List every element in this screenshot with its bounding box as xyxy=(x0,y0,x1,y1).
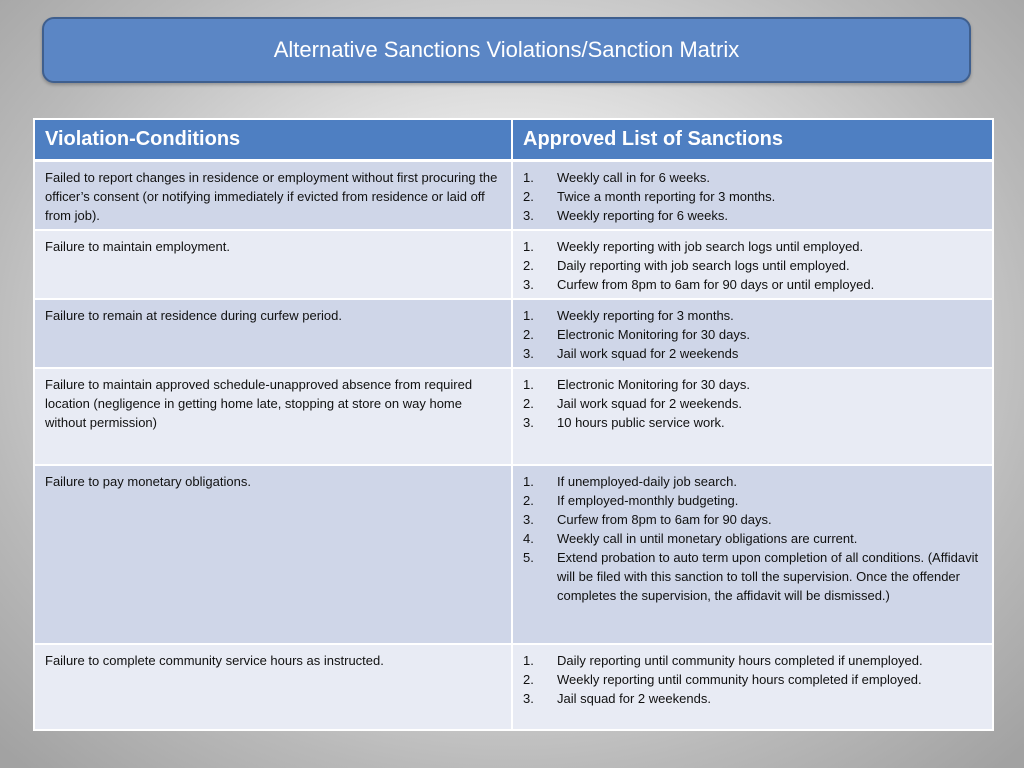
list-item: 3. Curfew from 8pm to 6am for 90 days. xyxy=(523,511,772,527)
list-item: 2. Daily reporting with job search logs until employed. xyxy=(523,257,850,273)
sanctions-list xyxy=(523,472,982,605)
sanctions-cell xyxy=(512,368,993,465)
list-item: 1. Daily reporting until community hours completed if unemployed. xyxy=(523,652,923,668)
violation-cell: Failure to maintain employment. xyxy=(34,230,512,299)
sanctions-cell xyxy=(512,465,993,644)
list-item: 2. Electronic Monitoring for 30 days. xyxy=(523,326,750,342)
sanctions-list xyxy=(523,375,982,432)
page-title: Alternative Sanctions Violations/Sanction Matrix xyxy=(273,37,740,62)
violation-cell: Failed to report changes in residence or employment without first procuring the officer’s consent (or notifying immediately if evicted from residence or laid off from job). xyxy=(34,160,512,230)
title-banner xyxy=(42,17,971,83)
list-item: 3. Weekly reporting for 6 weeks. xyxy=(523,207,728,223)
violation-cell: Failure to pay monetary obligations. xyxy=(34,465,512,644)
sanctions-list xyxy=(523,651,982,708)
sanctions-cell xyxy=(512,160,993,230)
table-row xyxy=(34,644,993,730)
sanctions-cell xyxy=(512,230,993,299)
table-header-row xyxy=(34,119,993,160)
list-item: 1. Weekly reporting for 3 months. xyxy=(523,307,734,323)
list-item: 3. Curfew from 8pm to 6am for 90 days or until employed. xyxy=(523,276,875,292)
table-row xyxy=(34,230,993,299)
list-item: 1. Weekly call in for 6 weeks. xyxy=(523,169,710,185)
list-item: 2. If employed-monthly budgeting. xyxy=(523,492,739,508)
list-item: 4. Weekly call in until monetary obligations are current. xyxy=(523,530,858,546)
violation-cell: Failure to remain at residence during curfew period. xyxy=(34,299,512,368)
violation-cell: Failure to complete community service hours as instructed. xyxy=(34,644,512,730)
list-item: 1. If unemployed-daily job search. xyxy=(523,473,737,489)
table-row xyxy=(34,465,993,644)
sanction-matrix-table xyxy=(33,118,994,731)
column-header-violation: Violation-Conditions xyxy=(34,119,512,160)
sanctions-list xyxy=(523,237,982,294)
table-row xyxy=(34,299,993,368)
list-item: 3. 10 hours public service work. xyxy=(523,414,725,430)
list-item: 1. Weekly reporting with job search logs until employed. xyxy=(523,238,864,254)
list-item: 3. Jail work squad for 2 weekends xyxy=(523,345,739,361)
sanctions-cell xyxy=(512,299,993,368)
violation-cell: Failure to maintain approved schedule-unapproved absence from required location (negligence in getting home late, stopping at store on way home without permission) xyxy=(34,368,512,465)
sanctions-list xyxy=(523,168,982,225)
list-item: 1. Electronic Monitoring for 30 days. xyxy=(523,376,750,392)
table-row xyxy=(34,368,993,465)
column-header-sanctions: Approved List of Sanctions xyxy=(512,119,993,160)
list-item: 5. Extend probation to auto term upon completion of all conditions. (Affidavit will be filed with this sanction to toll the supervision. Once the offender completes the supervision, the affidavit will be dismissed.) xyxy=(523,549,979,603)
list-item: 2. Jail work squad for 2 weekends. xyxy=(523,395,742,411)
list-item: 2. Weekly reporting until community hours completed if employed. xyxy=(523,671,922,687)
list-item: 3. Jail squad for 2 weekends. xyxy=(523,690,711,706)
table-row xyxy=(34,160,993,230)
sanctions-cell xyxy=(512,644,993,730)
list-item: 2. Twice a month reporting for 3 months. xyxy=(523,188,776,204)
sanctions-list xyxy=(523,306,982,363)
